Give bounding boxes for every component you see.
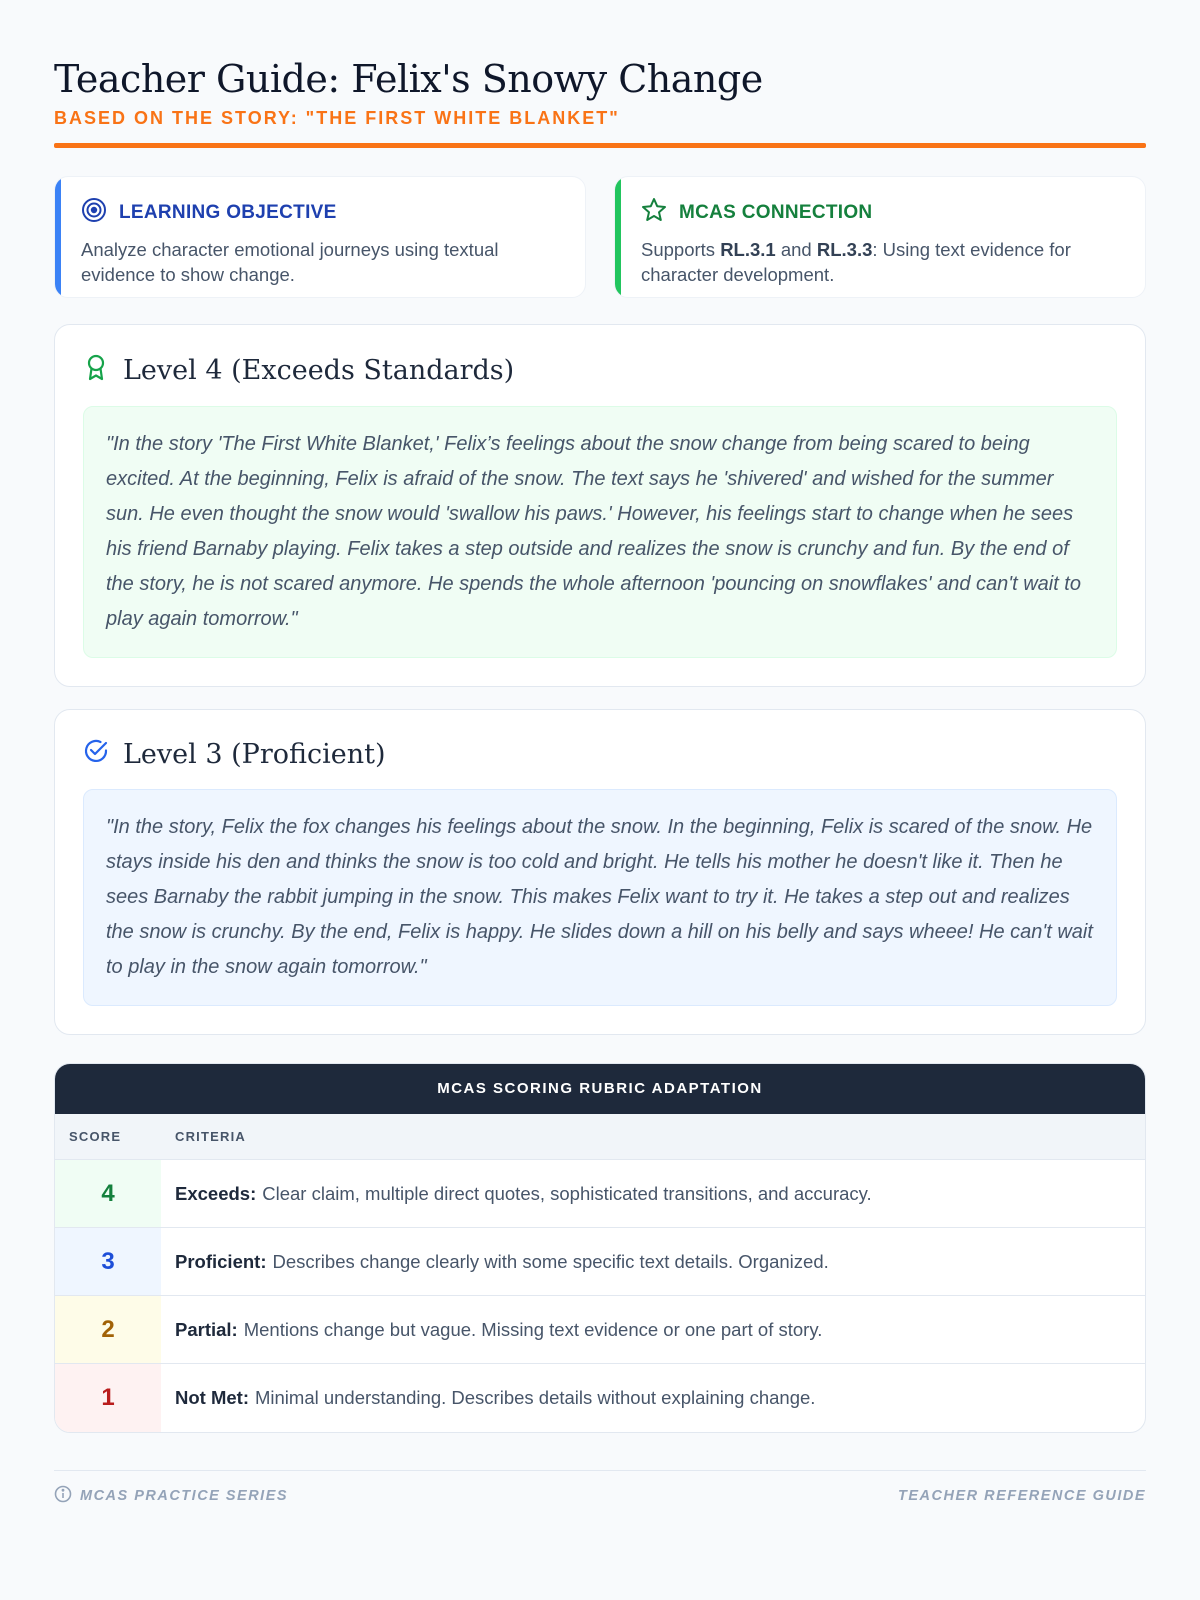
level-3-card	[54, 709, 1146, 1035]
learning-objective-header	[81, 197, 561, 229]
score-cell: 4	[55, 1160, 161, 1227]
criteria-text: Mentions change but vague. Missing text evidence or one part of story.	[243, 1318, 823, 1340]
table-row	[55, 1160, 1145, 1228]
table-row	[55, 1364, 1145, 1432]
scoring-rubric-table	[54, 1063, 1146, 1433]
standard-rl-3-1: RL.3.1	[720, 239, 776, 260]
mcas-connection-header	[641, 197, 1121, 229]
level-4-exemplar-text: "In the story 'The First White Blanket,' Felix’s feelings about the snow change from being scared to being excited. At the beginning, Felix is afraid of the snow. The text says he 'shivered' and wished for the summer sun. He even thought the snow would 'swallow his paws.' However, his feelings start to change when he sees his friend Barnaby playing. Felix takes a step outside and realizes the snow is crunchy and fun. By the end of the story, he is not scared anymore. He spends the whole afternoon 'pouncing on snowflakes' and can't wait to play again tomorrow."	[83, 406, 1117, 658]
star-icon	[641, 197, 667, 229]
page-title: Teacher Guide: Felix's Snowy Change	[54, 57, 763, 101]
level-4-title: Level 4 (Exceeds Standards)	[123, 355, 515, 386]
learning-objective-text: Analyze character emotional journeys using textual evidence to show change.	[81, 239, 499, 285]
standard-rl-3-3: RL.3.3	[816, 239, 873, 260]
level-4-card	[54, 324, 1146, 687]
table-row	[55, 1296, 1145, 1364]
table-row	[55, 1228, 1145, 1296]
rubric-rows	[55, 1160, 1145, 1432]
award-icon	[83, 353, 109, 388]
level-3-title: Level 3 (Proficient)	[123, 739, 386, 770]
criteria-cell	[161, 1296, 1145, 1363]
target-icon	[81, 197, 107, 229]
criteria-label: Not Met:	[175, 1387, 249, 1408]
info-icon	[54, 1485, 72, 1507]
check-circle-icon	[83, 738, 109, 771]
page-subtitle: BASED ON THE STORY: "THE FIRST WHITE BLANKET"	[54, 108, 620, 128]
level-3-header	[83, 738, 1117, 771]
criteria-text: Describes change clearly with some specific text details. Organized.	[272, 1250, 829, 1272]
mcas-connection-title: MCAS CONNECTION	[679, 202, 873, 223]
score-cell: 1	[55, 1364, 161, 1432]
mcas-connection-card	[614, 176, 1146, 298]
score-cell: 2	[55, 1296, 161, 1363]
criteria-column-header: CRITERIA	[175, 1129, 246, 1144]
criteria-label: Proficient:	[175, 1250, 267, 1272]
criteria-text: Clear claim, multiple direct quotes, sophisticated transitions, and accuracy.	[262, 1182, 872, 1204]
header-divider	[54, 143, 1146, 148]
footer-left	[54, 1485, 288, 1507]
level-4-header	[83, 353, 1117, 388]
footer-series-label: MCAS PRACTICE SERIES	[80, 1488, 289, 1504]
criteria-label: Exceeds:	[175, 1182, 257, 1204]
rubric-title: MCAS SCORING RUBRIC ADAPTATION	[55, 1064, 1145, 1114]
page-header	[54, 56, 1146, 148]
learning-objective-card	[54, 176, 586, 298]
criteria-label: Partial:	[175, 1318, 238, 1340]
info-cards-row	[54, 176, 1146, 298]
learning-objective-title: LEARNING OBJECTIVE	[119, 202, 337, 223]
score-cell: 3	[55, 1228, 161, 1295]
mcas-body-prefix: Supports	[641, 239, 721, 260]
rubric-header-row	[55, 1114, 1145, 1160]
criteria-cell	[161, 1160, 1145, 1227]
criteria-text: Minimal understanding. Describes details without explaining change.	[254, 1387, 816, 1408]
exemplar-section	[54, 324, 1146, 1035]
mcas-body-suffix: : Using text evidence for character development.	[641, 239, 1071, 285]
footer-guide-label: TEACHER REFERENCE GUIDE	[898, 1488, 1146, 1504]
page-footer	[54, 1470, 1146, 1507]
mcas-body-and: and	[775, 239, 817, 260]
mcas-connection-text	[641, 237, 1121, 287]
criteria-cell	[161, 1364, 1145, 1432]
level-3-exemplar-text: "In the story, Felix the fox changes his feelings about the snow. In the beginning, Felix is scared of the snow. He stays inside his den and thinks the snow is too cold and bright. He tells his mother he doesn't like it. Then he sees Barnaby the rabbit jumping in the snow. This makes Felix want to try it. He takes a step out and realizes the snow is crunchy. By the end, Felix is happy. He slides down a hill on his belly and says wheee! He can't wait to play in the snow again tomorrow."	[83, 789, 1117, 1006]
score-column-header: SCORE	[69, 1129, 122, 1144]
criteria-cell	[161, 1228, 1145, 1295]
